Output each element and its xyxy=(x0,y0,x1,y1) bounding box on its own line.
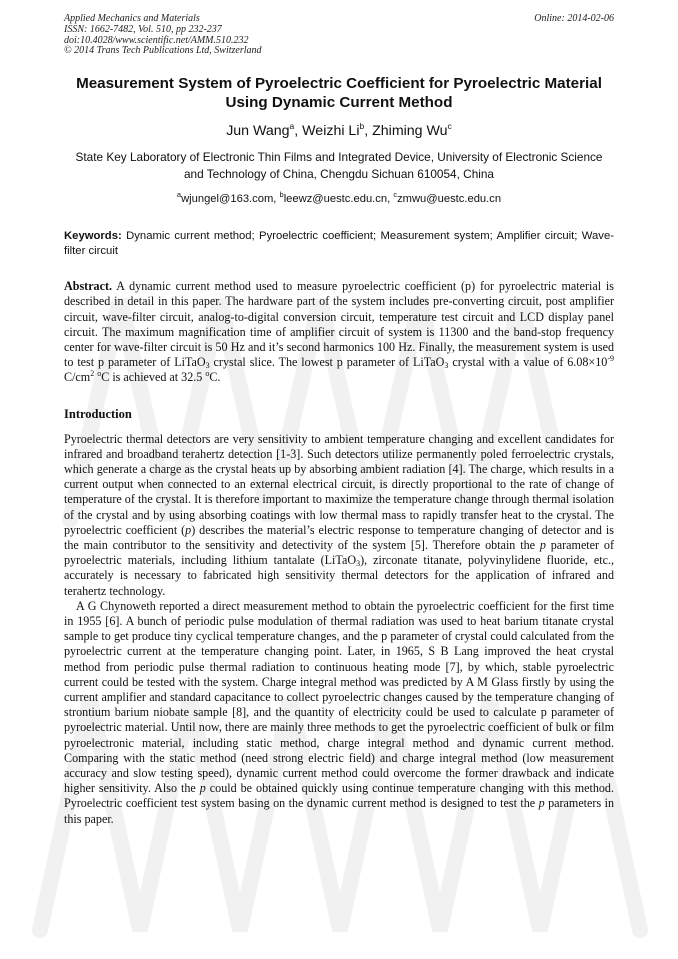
email-link[interactable]: wjungel@163.com xyxy=(181,193,274,206)
journal-issn: ISSN: 1662-7482, Vol. 510, pp 232-237 xyxy=(64,23,222,35)
abstract-text: A dynamic current method used to measure pyroelectric coefficient (p) for pyroelectric material is described in detail in this paper. The hardware part of the system includes pre-converting circuit, post amplifier circuit, wave-filter circuit, analog-to-digital conversion circuit, temperature test circuit and LCD display panel circuit. The maximum magnification time of amplifier circuit of system is 11300 and the band-stop frequency center for wave-filter circuit is 50 Hz and it’s second harmonics 100 Hz. Finally, the measurement system is used to test p parameter of LiTaO xyxy=(64,279,614,370)
italic-symbol: p xyxy=(185,522,192,537)
italic-symbol: p xyxy=(538,796,545,811)
paper-title: Measurement System of Pyroelectric Coefficient for Pyroelectric Material Using Dynamic Current Method xyxy=(76,75,602,112)
abstract-label: Abstract. xyxy=(64,279,113,294)
abstract-text: C/cm xyxy=(64,370,91,385)
abstract xyxy=(64,279,614,385)
paragraph-text: A G Chynoweth reported a direct measurement method to obtain the pyroelectric coefficient for the first time in 1955 [6]. A bunch of periodic pulse modulation of thermal radiation was used to heat barium titanate crystal sample to get produce tiny cyclical temperature changes, and the p parameter of crystal could calculated from the pyroelectric current at the temperature changing point. Later, in 1965, S B Lang improved the heat crystal method from periodic pulse thermal radiation to continuous heating mode [7], by which, stable pyroelectric current could be tested with the system. Charge integral method was predicted by A M Glass firstly by using the current amplifier and standard capacitance to collect pyroelectric changes caused by the temperature changing of strontium barium niobate sample [8], and the quantity of electricity could be used to calculate p parameter of pyroelectric material. Until now, there are mainly three methods to get the pyroelectric coefficient of bulk or film pyroelectronic material, including static method, charge integral method and dynamic current method. Comparing with the static method (need strong electric field) and charge integral method (low measurement accuracy and slow testing speed), dynamic current method could overcome the former drawback and indicate higher sensitivity. Also the xyxy=(64,598,614,796)
italic-symbol: p xyxy=(199,781,206,796)
superscript: -9 xyxy=(607,354,615,364)
subscript: 3 xyxy=(356,559,361,569)
keywords-label: Keywords: xyxy=(64,230,122,243)
paragraph-text: Pyroelectric thermal detectors are very sensitivity to ambient temperature changing and excellent candidates for infrared and broadband terahertz detection [1-3]. Such detectors utilize permanently poled ferroelectric crystals, which generate a charge as the crystal heats up by absorbing ambient radiation [4]. The charge, which results in a current output when connected to an external electrical circuit, is directly proportional to the rate of change of temperature of the crystal. It is therefore important to maximize the temperature change through thermal isolation of the crystal and by using absorbing coatings with low thermal mass to rapidly transfer heat to the crystal. The pyroelectric coefficient ( xyxy=(64,431,614,537)
author-mark: a xyxy=(289,121,295,132)
email-link[interactable]: zmwu@uestc.edu.cn xyxy=(397,193,502,206)
subscript: 3 xyxy=(444,361,449,371)
abstract-text: C. xyxy=(209,370,221,385)
paragraph-text: parameter of pyroelectric materials, including lithium tantalate (LiTaO xyxy=(64,538,614,568)
author-list: Jun Wang$^a$, Weizhi Li$^b$, Zhiming Wu$^c$ xyxy=(226,121,452,140)
keywords xyxy=(64,229,614,259)
email-link[interactable]: leewz@uestc.edu.cn xyxy=(283,193,388,206)
email-mark: c xyxy=(393,190,398,200)
intro-paragraph-2 xyxy=(64,599,614,827)
keywords-text: Dynamic current method; Pyroelectric coefficient; Measurement system; Amplifier circuit; Wave-filter circuit xyxy=(64,230,615,258)
author-name: Zhiming Wu xyxy=(372,123,448,140)
email-mark: b xyxy=(279,190,284,200)
email-mark: a xyxy=(176,190,182,200)
paragraph-text: parameters in this paper. xyxy=(64,796,614,826)
journal-header xyxy=(64,14,614,57)
abstract-text: crystal with a value of 6.08×10 xyxy=(448,355,608,370)
online-date: Online: 2014-02-06 xyxy=(534,13,614,24)
author-mark: b xyxy=(359,121,365,132)
author-name: Weizhi Li xyxy=(302,123,360,140)
email-list: $^a$wjungel@163.com, $^b$leewz@uestc.edu.cn, $^c$zmwu@uestc.edu.cn xyxy=(176,190,502,206)
journal-doi: doi:10.4028/www.scientific.net/AMM.510.232 xyxy=(64,34,249,46)
journal-copyright: © 2014 Trans Tech Publications Ltd, Switzerland xyxy=(64,45,262,57)
author-name: Jun Wang xyxy=(226,123,290,140)
italic-symbol: p xyxy=(539,538,546,553)
paragraph-text: ) describes the material’s electric response to temperature changing of detector and is the main contributor to the sensitivity and detectivity of the system [5]. Therefore obtain the xyxy=(64,522,614,553)
superscript: o xyxy=(97,369,102,379)
paragraph-text: could be obtained quickly using continue temperature changing with this method. Pyroelectric coefficient test system basing on the dynamic current method is designed to test the xyxy=(64,781,614,811)
superscript: o xyxy=(205,369,210,379)
subscript: 3 xyxy=(205,361,210,371)
paper-page xyxy=(64,14,614,827)
abstract-text: C is achieved at 32.5 xyxy=(101,370,206,385)
section-heading-introduction: Introduction xyxy=(64,406,132,421)
journal-name: Applied Mechanics and Materials xyxy=(64,13,200,24)
author-mark: c xyxy=(447,121,452,132)
intro-paragraph-1 xyxy=(64,432,614,599)
affiliation: State Key Laboratory of Electronic Thin Films and Integrated Device, University of Electronic Science and Technology of China, Chengdu Sichuan 610054, China xyxy=(75,150,603,182)
paragraph-text: ), zirconate titanate, polyvinylidene fluoride, etc., accurately is necessary to fabricated high sensitivity thermal detectors for the application of infrared and terahertz technology. xyxy=(64,553,614,598)
superscript: 2 xyxy=(90,369,95,379)
abstract-text: crystal slice. The lowest p parameter of LiTaO xyxy=(209,355,445,370)
